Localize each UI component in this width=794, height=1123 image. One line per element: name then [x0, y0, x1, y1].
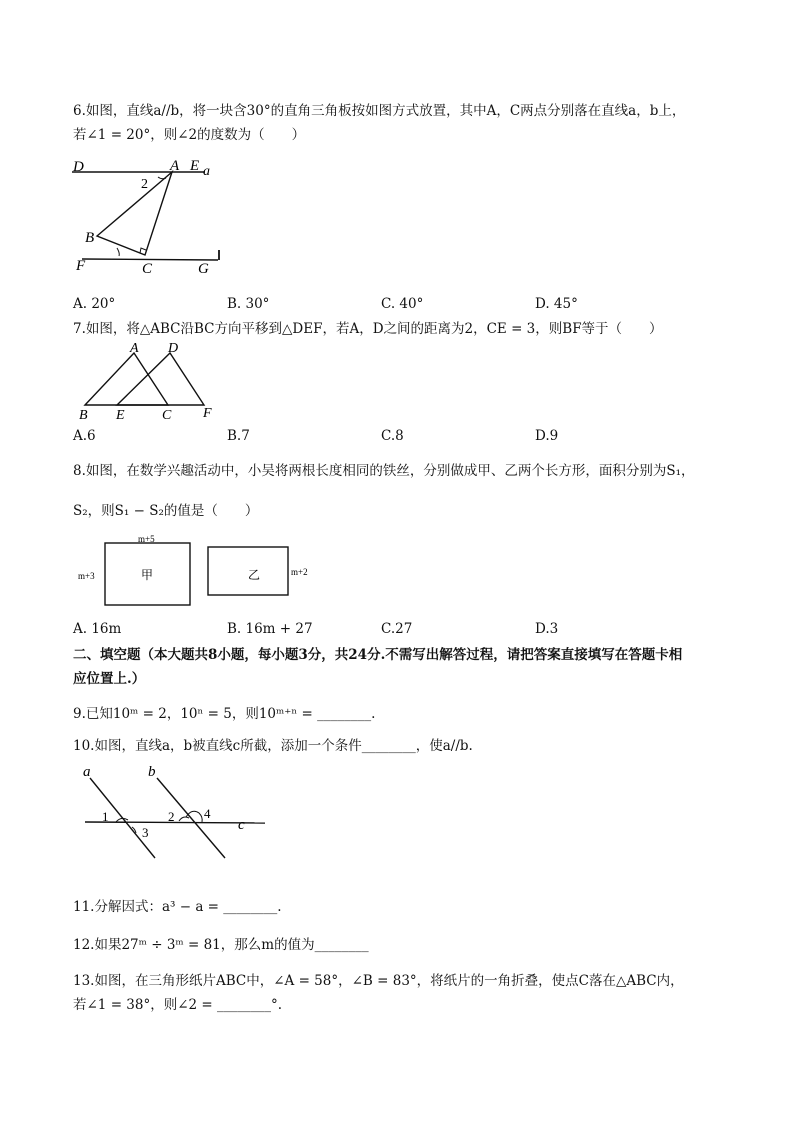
q9-text: 9.已知10ᵐ = 2，10ⁿ = 5，则10ᵐ⁺ⁿ = ________. — [73, 706, 376, 722]
q8-option-b[interactable]: B. 16m + 27 — [227, 621, 313, 637]
q6-figure — [70, 155, 230, 275]
q7-label-a: A — [130, 341, 139, 356]
q8-text-line1: 8.如图，在数学兴趣活动中，小吴将两根长度相同的铁丝，分别做成甲、乙两个长方形，面积分别为S₁， — [73, 463, 695, 479]
q6-label-e: E — [190, 158, 200, 174]
q6-label-a-point: A — [170, 158, 180, 174]
q10-label-angle2: 2 — [168, 809, 175, 824]
q7-label-b: B — [79, 408, 88, 423]
q6-option-b[interactable]: B. 30° — [227, 296, 270, 312]
q8-option-d[interactable]: D.3 — [535, 621, 559, 637]
q8-figure — [75, 533, 335, 613]
q6-label-c: C — [142, 261, 153, 277]
q8-option-a[interactable]: A. 16m — [73, 621, 122, 637]
q8-text-line2: S₂，则S₁ − S₂的值是（ ） — [73, 503, 259, 519]
section-heading-line2: 应位置上.） — [73, 671, 146, 687]
q10-text: 10.如图，直线a，b被直线c所截，添加一个条件________，使a//b. — [73, 738, 473, 754]
q8-option-c[interactable]: C.27 — [381, 621, 413, 637]
q7-option-b[interactable]: B.7 — [227, 428, 250, 444]
q7-label-e: E — [116, 408, 125, 423]
q8-label-m-plus-5: m+5 — [138, 534, 155, 544]
q8-label-jia: 甲 — [141, 568, 154, 582]
q13-text-line2: 若∠1 = 38°，则∠2 = ________°. — [73, 997, 283, 1013]
q8-label-yi: 乙 — [248, 568, 261, 582]
q10-label-c: c — [238, 817, 245, 833]
section-heading-line1: 二、填空题（本大题共8小题，每小题3分，共24分.不需写出解答过程，请把答案直接填写在答题卡相 — [73, 647, 683, 663]
q10-figure — [75, 763, 275, 843]
q6-label-g: G — [198, 261, 209, 277]
q6-option-c[interactable]: C. 40° — [381, 296, 424, 312]
q6-label-d: D — [73, 159, 84, 175]
q7-label-f: F — [203, 406, 212, 421]
q6-label-b: B — [85, 230, 95, 246]
q10-label-b: b — [148, 764, 156, 780]
q6-text-line1: 6.如图，直线a//b，将一块含30°的直角三角板按如图方式放置，其中A，C两点分别落在直线a，b上， — [73, 103, 686, 119]
q6-label-angle2: 2 — [141, 177, 148, 192]
q10-label-a: a — [83, 764, 91, 780]
q6-text-line2: 若∠1 = 20°，则∠2的度数为（ ） — [73, 127, 306, 143]
q10-label-angle3: 3 — [142, 825, 149, 840]
q7-text-line1: 7.如图，将△ABC沿BC方向平移到△DEF，若A，D之间的距离为2，CE = 3，则BF等于（ ） — [73, 321, 663, 337]
q10-label-angle1: 1 — [102, 809, 109, 824]
q7-option-a[interactable]: A.6 — [73, 428, 96, 444]
q10-label-angle4: 4 — [204, 806, 211, 821]
q7-label-d: D — [168, 341, 179, 356]
q8-label-m-plus-3: m+3 — [78, 571, 95, 581]
q7-label-c: C — [162, 408, 172, 423]
q12-text: 12.如果27ᵐ ÷ 3ᵐ = 81，那么m的值为________ — [73, 937, 369, 953]
q6-label-f: F — [76, 258, 86, 274]
q6-label-line-a: a — [203, 164, 210, 179]
q7-option-c[interactable]: C.8 — [381, 428, 404, 444]
q7-option-d[interactable]: D.9 — [535, 428, 559, 444]
q8-label-m-plus-2: m+2 — [291, 567, 308, 577]
q11-text: 11.分解因式：a³ − a = ________. — [73, 899, 282, 915]
q6-option-d[interactable]: D. 45° — [535, 296, 578, 312]
q13-text-line1: 13.如图，在三角形纸片ABC中，∠A = 58°，∠B = 83°，将纸片的一角折叠，使点C落在△ABC内， — [73, 973, 684, 989]
q6-option-a[interactable]: A. 20° — [73, 296, 116, 312]
q7-figure — [72, 343, 222, 423]
